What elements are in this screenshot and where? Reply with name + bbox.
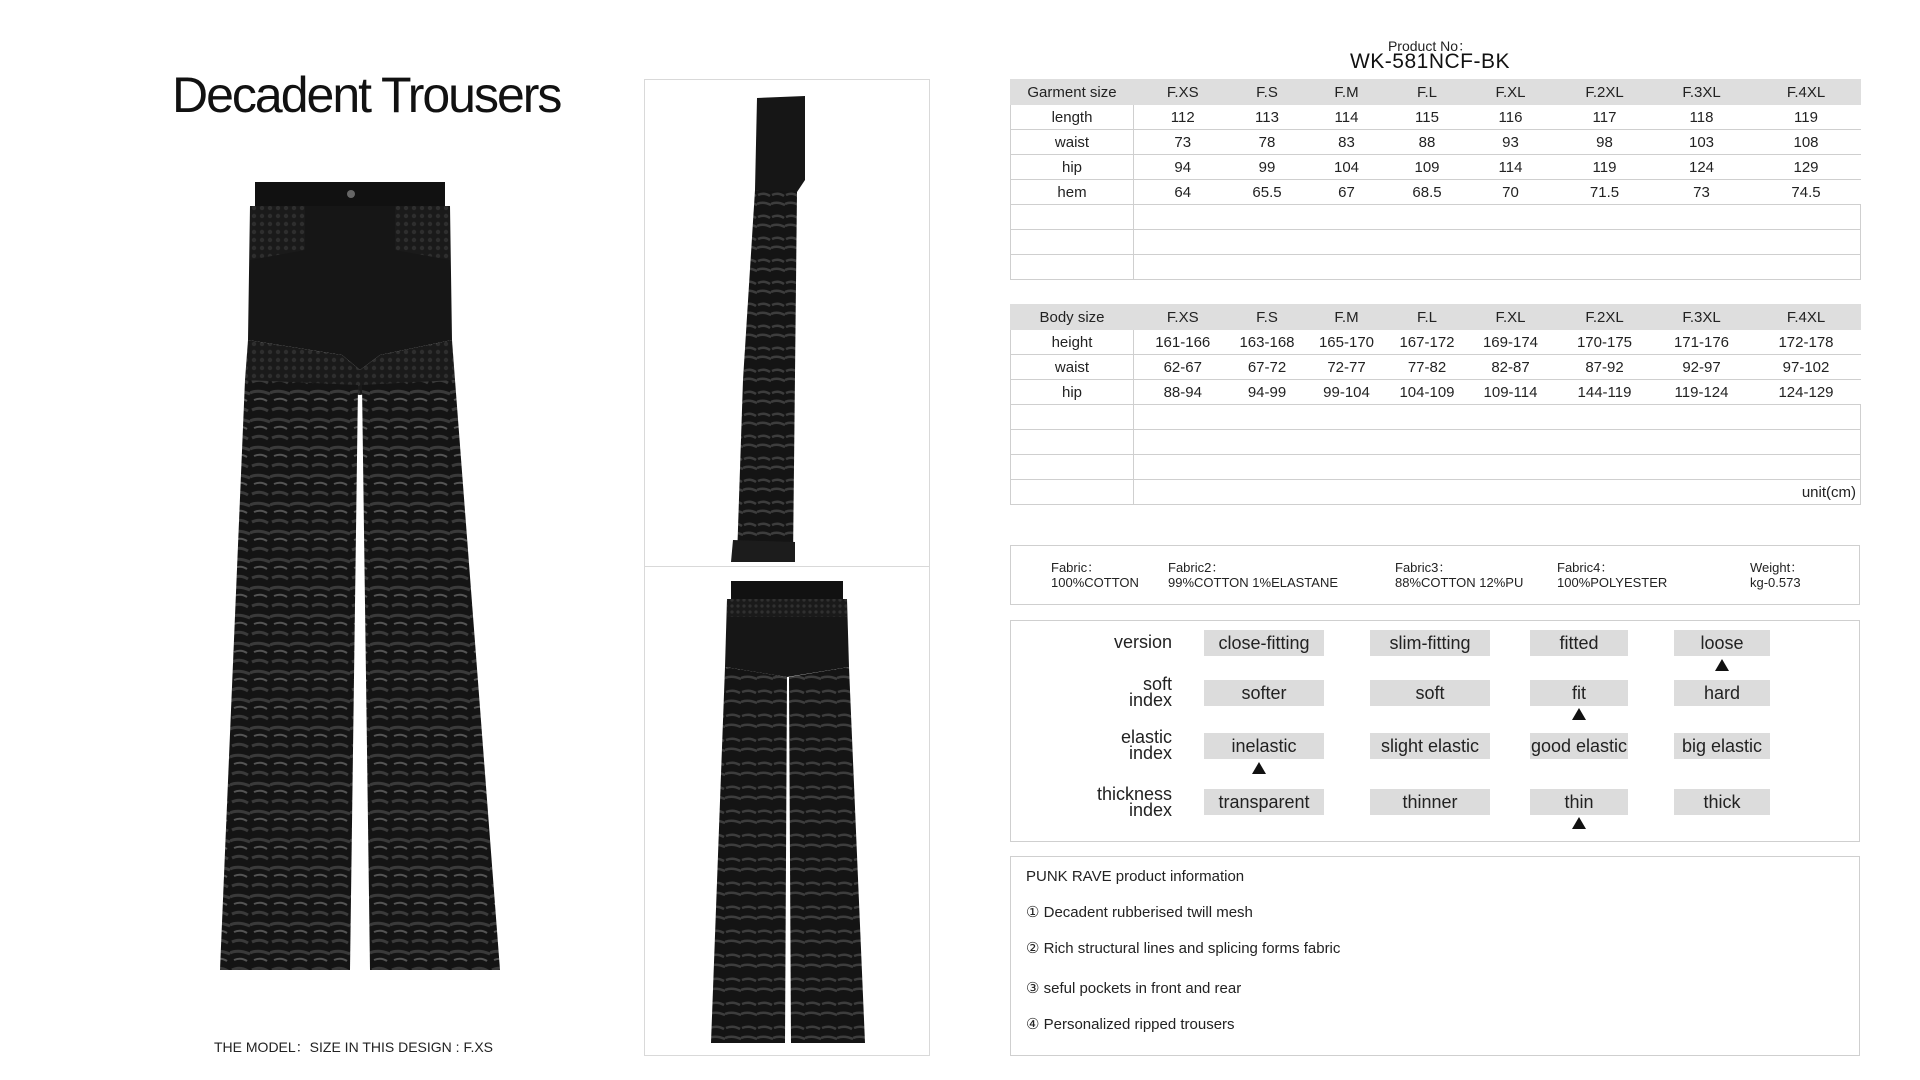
attr-label-version: version [1113, 632, 1172, 652]
option-loose: loose [1674, 630, 1770, 656]
fabric-1 [1051, 560, 1139, 590]
table-cell: 113 [1232, 105, 1303, 130]
table-row [1011, 330, 1861, 355]
info-item-2: ② Rich structural lines and splicing forms fabric [1026, 940, 1341, 957]
table-cell: 68.5 [1391, 180, 1464, 205]
attr-label-soft-index: soft index [1128, 674, 1172, 710]
table-cell: 94 [1134, 155, 1232, 180]
table-row [1011, 155, 1861, 180]
table-cell: 77-82 [1391, 355, 1464, 380]
row-label: waist [1011, 355, 1134, 380]
table-cell: 163-168 [1232, 330, 1303, 355]
table-cell: 72-77 [1303, 355, 1391, 380]
fabric-3-label: Fabric3： [1395, 560, 1452, 575]
empty-row [1011, 205, 1861, 230]
info-item-4: ④ Personalized ripped trousers [1026, 1016, 1235, 1033]
fabric-info-box [1010, 545, 1860, 605]
option-inelastic: inelastic [1204, 733, 1324, 759]
table-cell: 172-178 [1752, 330, 1861, 355]
unit-row [1011, 480, 1861, 505]
table-cell: 98 [1558, 130, 1652, 155]
table-cell: 62-67 [1134, 355, 1232, 380]
table-cell: 112 [1134, 105, 1232, 130]
table-cell: 109 [1391, 155, 1464, 180]
product-title: Decadent Trousers [172, 67, 561, 123]
table-cell: 104-109 [1391, 380, 1464, 405]
header-cell: Body size [1011, 305, 1134, 330]
header-cell: F.M [1303, 80, 1391, 105]
unit-label: unit(cm) [1134, 480, 1861, 505]
fabric-4-label: Fabric4： [1557, 560, 1614, 575]
empty-row [1011, 230, 1861, 255]
fabric-3-value: 88%COTTON 12%PU [1395, 575, 1524, 590]
header-cell: F.4XL [1752, 305, 1861, 330]
product-number-label: Product No： [1387, 38, 1473, 54]
row-label: height [1011, 330, 1134, 355]
table-cell: 119-124 [1652, 380, 1752, 405]
row-label: hem [1011, 180, 1134, 205]
header-cell: F.3XL [1652, 80, 1752, 105]
table-cell: 119 [1752, 105, 1861, 130]
option-thick: thick [1674, 789, 1770, 815]
option-fitted: fitted [1530, 630, 1628, 656]
table-cell: 73 [1652, 180, 1752, 205]
header-cell: F.M [1303, 305, 1391, 330]
header-cell: Garment size [1011, 80, 1134, 105]
table-cell: 64 [1134, 180, 1232, 205]
table-cell: 70 [1464, 180, 1558, 205]
option-slight-elastic: slight elastic [1370, 733, 1490, 759]
table-cell: 114 [1464, 155, 1558, 180]
table-cell: 116 [1464, 105, 1558, 130]
fabric-4-value: 100%POLYESTER [1557, 575, 1668, 590]
fabric-1-label: Fabric： [1051, 560, 1101, 575]
fabric-2-label: Fabric2： [1168, 560, 1225, 575]
row-label: hip [1011, 155, 1134, 180]
table-row [1011, 355, 1861, 380]
table-cell: 119 [1558, 155, 1652, 180]
weight-label: Weight： [1750, 560, 1804, 575]
table-cell: 171-176 [1652, 330, 1752, 355]
option-hard: hard [1674, 680, 1770, 706]
table-cell: 129 [1752, 155, 1861, 180]
table-row [1011, 180, 1861, 205]
table-cell: 92-97 [1652, 355, 1752, 380]
table-cell: 144-119 [1558, 380, 1652, 405]
table-cell: 161-166 [1134, 330, 1232, 355]
table-cell: 165-170 [1303, 330, 1391, 355]
fabric-1-value: 100%COTTON [1051, 575, 1139, 590]
header-cell: F.3XL [1652, 305, 1752, 330]
option-close-fitting: close-fitting [1204, 630, 1324, 656]
table-cell: 88-94 [1134, 380, 1232, 405]
table-cell: 94-99 [1232, 380, 1303, 405]
header-cell: F.XS [1134, 305, 1232, 330]
table-cell: 87-92 [1558, 355, 1652, 380]
attr-label-thickness-index: thickness index [1096, 784, 1172, 820]
table-cell: 124 [1652, 155, 1752, 180]
weight [1750, 560, 1803, 590]
header-cell: F.S [1232, 80, 1303, 105]
weight-value: kg-0.573 [1750, 575, 1801, 590]
fabric-3 [1395, 560, 1523, 590]
option-big-elastic: big elastic [1674, 733, 1770, 759]
table-cell: 97-102 [1752, 355, 1861, 380]
option-thin: thin [1530, 789, 1628, 815]
table-cell: 114 [1303, 105, 1391, 130]
fabric-2 [1168, 560, 1338, 590]
option-fit: fit [1530, 680, 1628, 706]
empty-row [1011, 255, 1861, 280]
table-cell: 74.5 [1752, 180, 1861, 205]
body-size-table [1010, 304, 1861, 505]
empty-row [1011, 405, 1861, 430]
table-cell: 65.5 [1232, 180, 1303, 205]
table-cell: 93 [1464, 130, 1558, 155]
product-number: WK-581NCF-BK [1349, 50, 1511, 73]
option-transparent: transparent [1204, 789, 1324, 815]
header-cell: F.L [1391, 305, 1464, 330]
attr-label-elastic-index: elastic index [1120, 727, 1172, 763]
table-cell: 83 [1303, 130, 1391, 155]
table-cell: 117 [1558, 105, 1652, 130]
table-cell: 108 [1752, 130, 1861, 155]
side-view-photo [644, 79, 930, 568]
table-cell: 167-172 [1391, 330, 1464, 355]
header-cell: F.L [1391, 80, 1464, 105]
option-soft: soft [1370, 680, 1490, 706]
table-cell: 73 [1134, 130, 1232, 155]
model-size-note: THE MODEL：SIZE IN THIS DESIGN : F.XS [214, 1039, 494, 1055]
info-item-3: ③ seful pockets in front and rear [1026, 980, 1242, 997]
table-cell: 82-87 [1464, 355, 1558, 380]
table-cell: 71.5 [1558, 180, 1652, 205]
body-table-header [1011, 305, 1861, 330]
header-cell: F.4XL [1752, 80, 1861, 105]
table-cell: 115 [1391, 105, 1464, 130]
header-cell: F.XL [1464, 80, 1558, 105]
info-heading: PUNK RAVE product information [1026, 868, 1245, 885]
option-thinner: thinner [1370, 789, 1490, 815]
garment-table-header [1011, 80, 1861, 105]
table-cell: 78 [1232, 130, 1303, 155]
fabric-2-value: 99%COTTON 1%ELASTANE [1168, 575, 1339, 590]
back-view-photo [644, 566, 930, 1056]
table-cell: 103 [1652, 130, 1752, 155]
option-softer: softer [1204, 680, 1324, 706]
header-cell: F.2XL [1558, 80, 1652, 105]
row-label: length [1011, 105, 1134, 130]
table-cell: 99 [1232, 155, 1303, 180]
table-row [1011, 105, 1861, 130]
header-cell: F.XS [1134, 80, 1232, 105]
fabric-4 [1557, 560, 1667, 590]
front-view-photo [210, 180, 510, 980]
table-cell: 67 [1303, 180, 1391, 205]
table-cell: 118 [1652, 105, 1752, 130]
selected-marker-version [1715, 659, 1729, 671]
garment-size-table [1010, 79, 1861, 280]
option-slim-fitting: slim-fitting [1370, 630, 1490, 656]
selected-marker-thickness-index [1572, 817, 1586, 829]
table-row [1011, 130, 1861, 155]
selected-marker-soft-index [1572, 708, 1586, 720]
header-cell: F.S [1232, 305, 1303, 330]
table-cell: 124-129 [1752, 380, 1861, 405]
option-good-elastic: good elastic [1530, 733, 1628, 759]
table-cell: 67-72 [1232, 355, 1303, 380]
selected-marker-elastic-index [1252, 762, 1266, 774]
table-cell: 169-174 [1464, 330, 1558, 355]
empty-row [1011, 455, 1861, 480]
row-label: hip [1011, 380, 1134, 405]
table-cell: 170-175 [1558, 330, 1652, 355]
table-cell: 104 [1303, 155, 1391, 180]
header-cell: F.XL [1464, 305, 1558, 330]
table-cell: 88 [1391, 130, 1464, 155]
header-cell: F.2XL [1558, 305, 1652, 330]
table-cell: 99-104 [1303, 380, 1391, 405]
info-item-1: ① Decadent rubberised twill mesh [1026, 904, 1253, 921]
empty-row [1011, 430, 1861, 455]
table-row [1011, 380, 1861, 405]
table-cell: 109-114 [1464, 380, 1558, 405]
row-label: waist [1011, 130, 1134, 155]
